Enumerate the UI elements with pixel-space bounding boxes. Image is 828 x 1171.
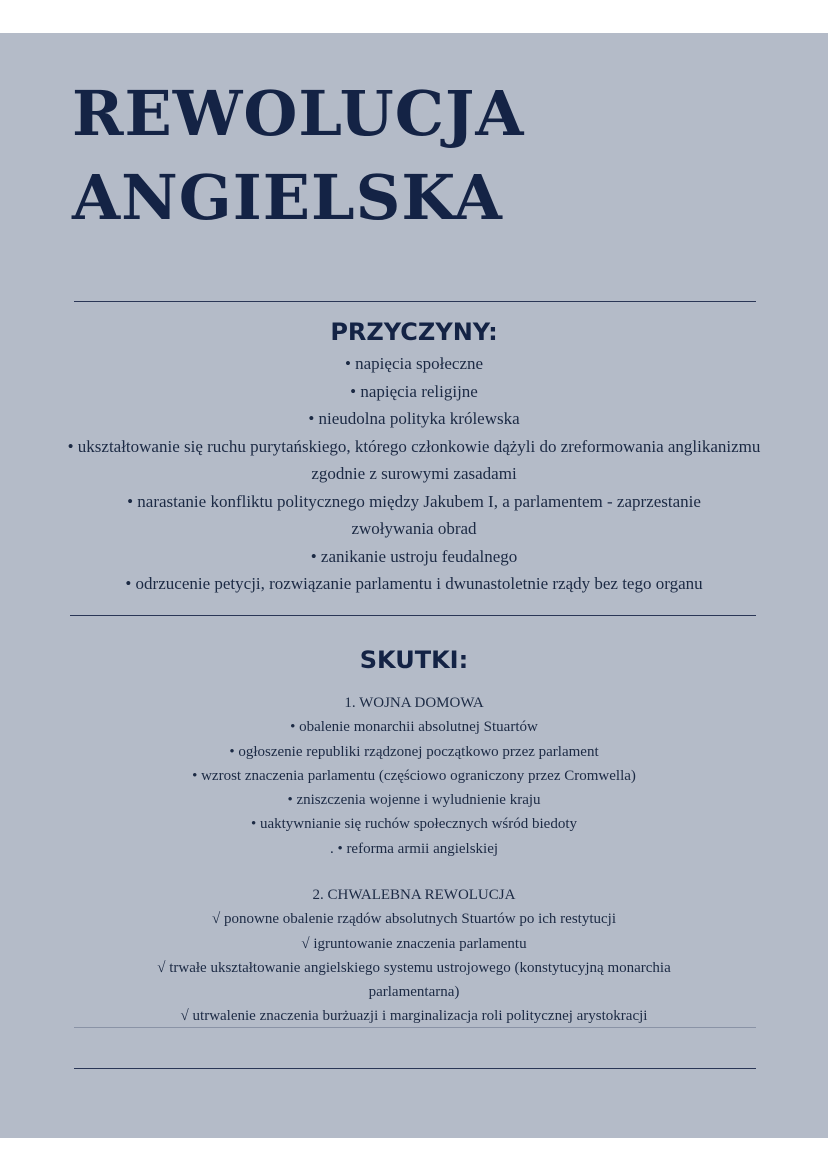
list-item: • napięcia społeczne (344, 354, 484, 373)
list-item: √ igruntowanie znaczenia parlamentu (301, 935, 527, 952)
civil-war-list (90, 691, 738, 861)
effects-heading: SKUTKI: (359, 646, 469, 674)
list-item: • zniszczenia wojenne i wyludnienie kraju (287, 792, 541, 809)
list-item: . • reforma armii angielskiej (329, 840, 499, 857)
list-item: • ukształtowanie się ruchu purytańskiego, którego członkowie dążyli do zreformowania anglikanizmu zgodnie z surowymi zasadami (67, 436, 761, 483)
civil-war-title: 1. WOJNA DOMOWA (344, 695, 484, 711)
causes-heading: PRZYCZYNY: (330, 318, 498, 346)
list-item: • zanikanie ustroju feudalnego (310, 546, 518, 566)
list-item: • napięcia religijne (350, 381, 478, 401)
divider-underline (74, 1027, 756, 1028)
causes-list (56, 350, 772, 598)
list-item: • ogłoszenie republiki rządzonej początkowo przez parlament (229, 743, 599, 760)
page-title (72, 72, 524, 240)
list-item: • uaktywnianie się ruchów społecznych wśród biedoty (250, 816, 577, 833)
list-item: √ ponowne obalenie rządów absolutnych Stuartów po ich restytucji (212, 911, 616, 928)
list-item: √ trwałe ukształtowanie angielskiego systemu ustrojowego (konstytucyjną monarchia parlamentarna) (157, 959, 671, 1001)
glorious-revolution-list (90, 883, 738, 1029)
list-item: √ utrwalenie znaczenia burżuazji i marginalizacja roli politycznej arystokracji (180, 1008, 648, 1025)
glorious-revolution-title: 2. CHWALEBNA REWOLUCJA (312, 887, 516, 903)
divider-middle (70, 615, 756, 616)
list-item: • odrzucenie petycji, rozwiązanie parlamentu i dwunastoletnie rządy bez tego organu (125, 574, 703, 593)
title-line-1: REWOLUCJA (72, 77, 525, 150)
divider-bottom (74, 1068, 756, 1069)
list-item: • narastanie konfliktu politycznego między Jakubem I, a parlamentem - zaprzestanie zwoływania obrad (127, 491, 701, 538)
list-item: • wzrost znaczenia parlamentu (częściowo ograniczony przez Cromwella) (192, 767, 636, 784)
divider-top (74, 301, 756, 302)
list-item: • obalenie monarchii absolutnej Stuartów (290, 719, 538, 736)
title-line-2: ANGIELSKA (72, 161, 503, 234)
list-item: • nieudolna polityka królewska (308, 409, 520, 428)
